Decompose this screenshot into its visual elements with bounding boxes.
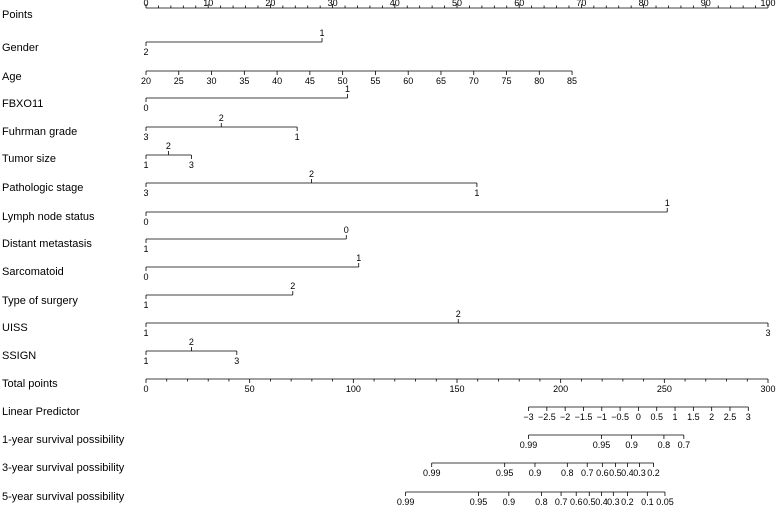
type-of-surgery-level-2-label: 2 (290, 281, 296, 291)
ssign-level-2-label: 2 (188, 337, 194, 347)
points-tick-label: 10 (203, 0, 214, 8)
pathologic-stage-level-1-label: 1 (474, 188, 480, 198)
fuhrman-grade-level-3-label: 3 (143, 132, 149, 142)
5-year-survival-possibility-tick-label: 0.8 (535, 497, 548, 507)
points-label: Points (2, 9, 33, 21)
5-year-survival-possibility-tick-label: 0.6 (569, 497, 583, 507)
lymph-node-status-label: Lymph node status (2, 211, 95, 223)
lymph-node-status-level-1-label: 1 (664, 198, 670, 208)
3-year-survival-possibility-tick-label: 0.95 (495, 468, 514, 478)
5-year-survival-possibility-tick-label: 0.4 (595, 497, 608, 507)
total-points-tick-label: 300 (760, 384, 776, 394)
pathologic-stage-level-3-label: 3 (143, 188, 149, 198)
age-tick-label: 20 (140, 76, 152, 86)
age-tick-label: 80 (534, 76, 545, 86)
distant-metastasis-level-1-label: 1 (143, 244, 149, 254)
uiss-level-1-label: 1 (143, 328, 149, 338)
ssign-level-3-label: 3 (234, 356, 240, 366)
points-tick-label: 60 (514, 0, 525, 8)
age-tick-label: 35 (239, 76, 250, 86)
linear-predictor-tick-label: 1 (672, 412, 678, 422)
pathologic-stage-label: Pathologic stage (2, 182, 84, 194)
points-tick-label: 0 (143, 0, 149, 8)
total-points-label: Total points (2, 378, 58, 390)
3-year-survival-possibility-tick-label: 0.8 (561, 468, 574, 478)
age-tick-label: 60 (403, 76, 414, 86)
tumor-size-level-2-label: 2 (165, 141, 171, 151)
5-year-survival-possibility-tick-label: 0.1 (641, 497, 654, 507)
3-year-survival-possibility-tick-label: 0.7 (580, 468, 594, 478)
total-points-tick-label: 150 (449, 384, 465, 394)
gender-level-1-label: 1 (319, 28, 325, 38)
uiss-level-2-label: 2 (455, 309, 461, 319)
5-year-survival-possibility-tick-label: 0.9 (502, 497, 516, 507)
uiss-label: UISS (2, 322, 28, 334)
linear-predictor-label: Linear Predictor (2, 406, 80, 418)
1-year-survival-possibility-label: 1-year survival possibility (2, 434, 125, 446)
sarcomatoid-label: Sarcomatoid (2, 266, 64, 278)
tumor-size-level-1-label: 1 (143, 160, 149, 170)
total-points-tick-label: 0 (143, 384, 149, 394)
fuhrman-grade-level-1-label: 1 (294, 132, 300, 142)
linear-predictor-tick-label: 2.5 (723, 412, 737, 422)
fuhrman-grade-level-2-label: 2 (218, 113, 224, 123)
ssign-level-1-label: 1 (143, 356, 149, 366)
age-tick-label: 85 (567, 76, 578, 86)
5-year-survival-possibility-tick-label: 0.3 (607, 497, 620, 507)
3-year-survival-possibility-tick-label: 0.2 (647, 468, 660, 478)
points-tick-label: 20 (265, 0, 276, 8)
points-tick-label: 70 (576, 0, 587, 8)
linear-predictor-tick-label: −1 (596, 412, 607, 422)
tumor-size-level-3-label: 3 (188, 160, 194, 170)
linear-predictor-tick-label: −2.5 (537, 412, 556, 422)
3-year-survival-possibility-tick-label: 0.99 (422, 468, 441, 478)
5-year-survival-possibility-tick-label: 0.2 (621, 497, 634, 507)
3-year-survival-possibility-tick-label: 0.4 (621, 468, 634, 478)
age-tick-label: 25 (173, 76, 184, 86)
sarcomatoid-level-0-label: 0 (143, 272, 149, 282)
points-tick-label: 100 (760, 0, 776, 8)
points-tick-label: 50 (451, 0, 463, 8)
linear-predictor-tick-label: 0.5 (650, 412, 663, 422)
points-tick-label: 40 (389, 0, 400, 8)
total-points-tick-label: 250 (656, 384, 672, 394)
lymph-node-status-level-0-label: 0 (143, 217, 149, 227)
1-year-survival-possibility-tick-label: 0.9 (625, 440, 638, 450)
pathologic-stage-level-2-label: 2 (308, 169, 314, 179)
linear-predictor-tick-label: −3 (523, 412, 534, 422)
linear-predictor-tick-label: −0.5 (611, 412, 629, 422)
3-year-survival-possibility-tick-label: 0.5 (609, 468, 622, 478)
sarcomatoid-level-1-label: 1 (356, 253, 362, 263)
linear-predictor-tick-label: −2 (560, 412, 571, 422)
total-points-tick-label: 50 (244, 384, 255, 394)
5-year-survival-possibility-label: 5-year survival possibility (2, 491, 125, 503)
points-tick-label: 80 (638, 0, 649, 8)
5-year-survival-possibility-tick-label: 0.99 (396, 497, 415, 507)
fuhrman-grade-label: Fuhrman grade (2, 126, 78, 138)
age-tick-label: 50 (337, 76, 348, 86)
linear-predictor-tick-label: 1.5 (687, 412, 700, 422)
age-tick-label: 70 (468, 76, 479, 86)
gender-label: Gender (2, 42, 39, 54)
age-tick-label: 45 (304, 76, 315, 86)
5-year-survival-possibility-tick-label: 0.7 (554, 497, 568, 507)
type-of-surgery-level-1-label: 1 (143, 300, 149, 310)
5-year-survival-possibility-tick-label: 0.5 (583, 497, 596, 507)
fbxo11-label: FBXO11 (2, 98, 44, 110)
uiss-level-3-label: 3 (765, 328, 771, 338)
age-tick-label: 75 (501, 76, 512, 86)
5-year-survival-possibility-tick-label: 0.05 (656, 497, 674, 507)
ssign-label: SSIGN (2, 350, 37, 362)
gender-level-2-label: 2 (143, 47, 149, 57)
linear-predictor-tick-label: 0 (635, 412, 641, 422)
3-year-survival-possibility-label: 3-year survival possibility (2, 462, 125, 474)
points-tick-label: 90 (700, 0, 711, 8)
age-tick-label: 30 (206, 76, 217, 86)
tumor-size-label: Tumor size (2, 153, 56, 165)
1-year-survival-possibility-tick-label: 0.99 (519, 440, 538, 450)
age-tick-label: 65 (435, 76, 446, 86)
3-year-survival-possibility-tick-label: 0.6 (596, 468, 609, 478)
5-year-survival-possibility-tick-label: 0.95 (469, 497, 488, 507)
1-year-survival-possibility-tick-label: 0.95 (592, 440, 611, 450)
distant-metastasis-label: Distant metastasis (2, 238, 92, 250)
age-tick-label: 55 (370, 76, 381, 86)
3-year-survival-possibility-tick-label: 0.9 (528, 468, 542, 478)
age-label: Age (2, 71, 22, 83)
type-of-surgery-label: Type of surgery (2, 295, 78, 307)
1-year-survival-possibility-tick-label: 0.7 (677, 440, 691, 450)
3-year-survival-possibility-tick-label: 0.3 (633, 468, 646, 478)
fbxo11-level-0-label: 0 (143, 103, 149, 113)
fbxo11-level-1-label: 1 (345, 84, 351, 94)
distant-metastasis-level-0-label: 0 (343, 225, 349, 235)
age-tick-label: 40 (272, 76, 283, 86)
1-year-survival-possibility-tick-label: 0.8 (657, 440, 671, 450)
linear-predictor-tick-label: 2 (709, 412, 715, 422)
linear-predictor-tick-label: −1.5 (574, 412, 593, 422)
points-tick-label: 30 (327, 0, 338, 8)
total-points-tick-label: 100 (345, 384, 361, 394)
total-points-tick-label: 200 (553, 384, 569, 394)
linear-predictor-tick-label: 3 (745, 412, 751, 422)
